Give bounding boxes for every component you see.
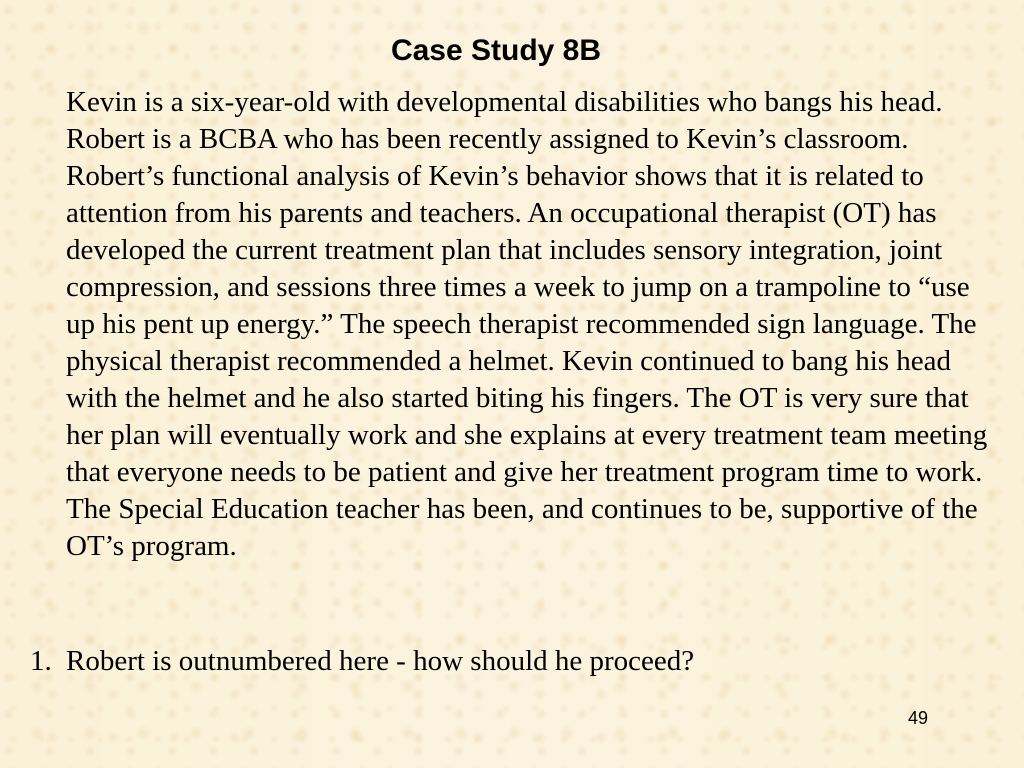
question-number: 1. xyxy=(30,645,52,677)
slide-title: Case Study 8B xyxy=(390,34,602,67)
case-study-text: Kevin is a six-year-old with developmental disabilities who bangs his head. Robert is a BCBA who has been recently assigned to Kevin’s classroom. Robert’s functional analysis of Kevin’s behavior shows that it is related to attention from his parents and teachers. An occupational therapist (OT) has developed the current treatment plan that includes sensory integration, joint compression, and sessions three times a week to jump on a trampoline to “use up his pent up energy.” The speech therapist recommended sign language. The physical therapist recommended a helmet. Kevin continued to bang his head with the helmet and he also started biting his fingers. The OT is very sure that her plan will eventually work and she explains at every treatment team meeting that everyone needs to be patient and give her treatment program time to work. The Special Education teacher has been, and continues to be, supportive of the OT’s program. xyxy=(66,86,988,562)
page-number: 49 xyxy=(908,708,929,728)
question-text: Robert is outnumbered here - how should he proceed? xyxy=(66,645,695,677)
discussion-question xyxy=(30,643,990,680)
